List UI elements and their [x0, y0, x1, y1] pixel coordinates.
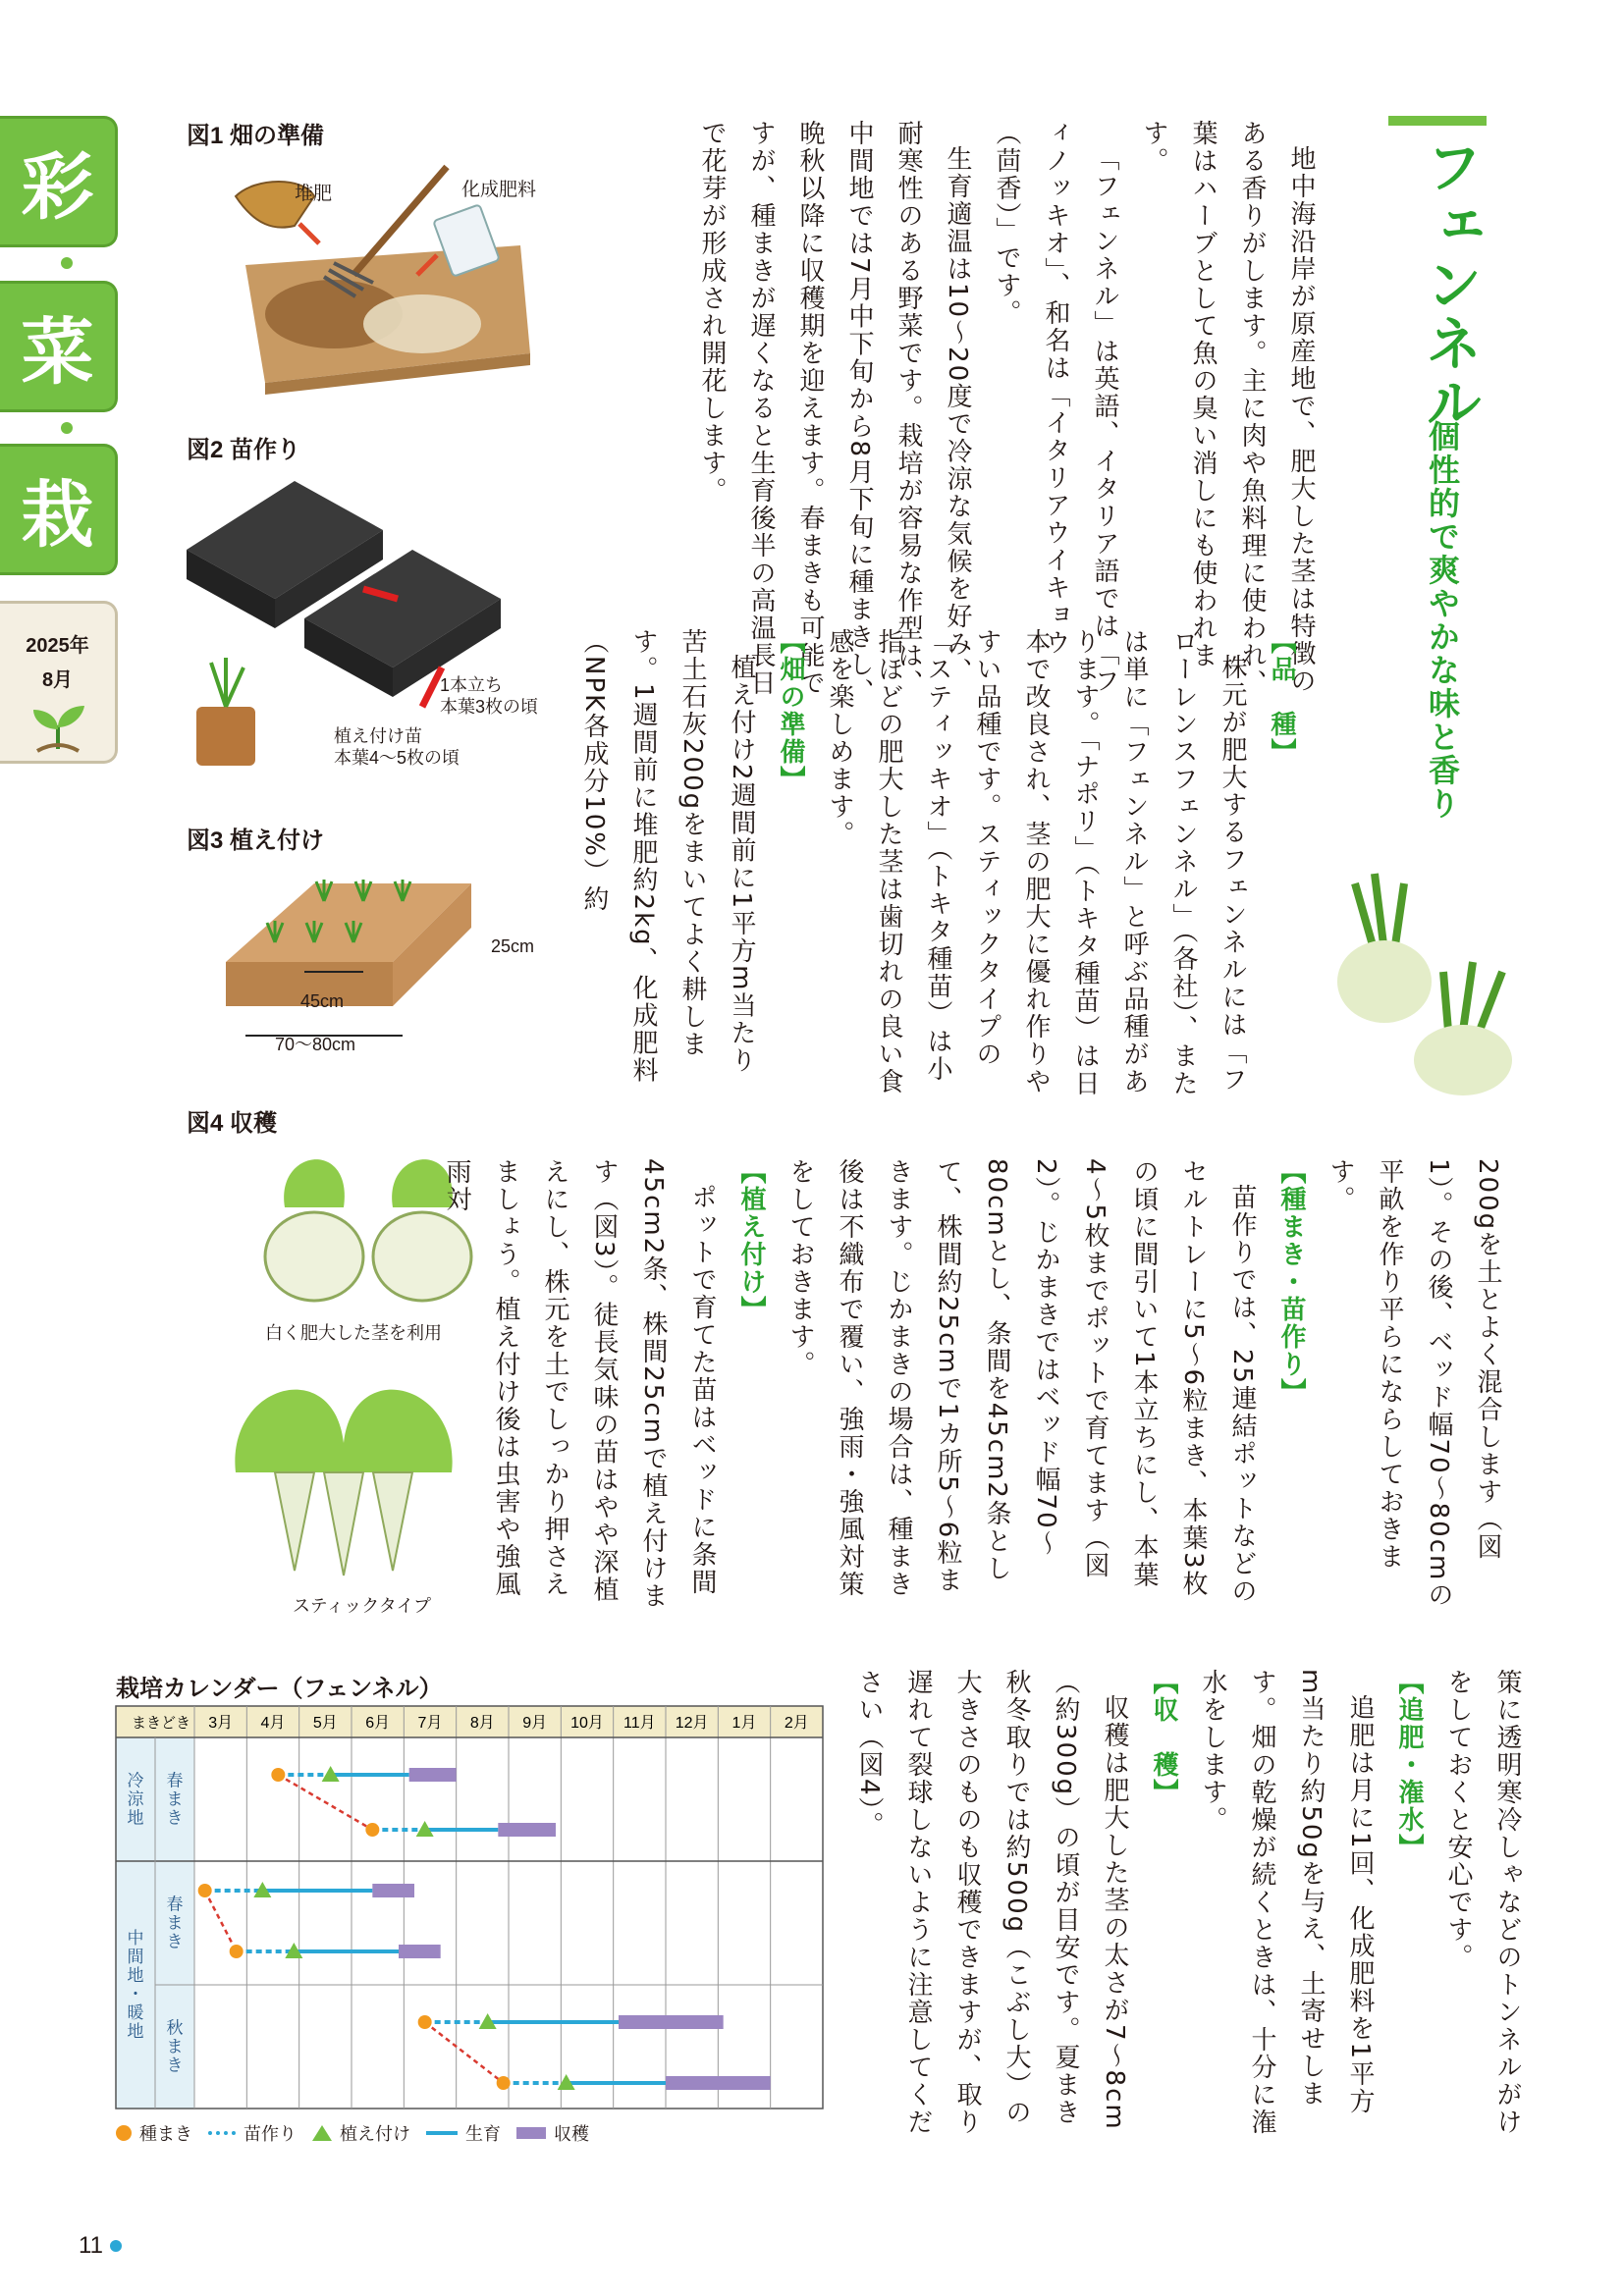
fig2-label-plant2: 本葉4〜5枚の頃: [334, 748, 460, 768]
calendar-month-label: 9月: [522, 1715, 548, 1732]
calendar-month-label: 12月: [675, 1715, 709, 1732]
heading-variety: 【品 種】: [1267, 628, 1296, 766]
tab-label: 栽: [21, 473, 94, 558]
calendar-harvest-bar: [372, 1884, 414, 1897]
paragraph: ポットで育てた苗はベッドに条間45cm2条、株間25cmで植え付けます（図3）。徒長気味の苗はやや深植えにし、株元を土でしっかり押さえましょう。植え付け後は虫害や強風雨対: [442, 1158, 717, 1610]
fig3-dim-height: 25cm: [491, 936, 535, 956]
calendar-row-label: ま: [166, 2037, 184, 2056]
paragraph: 生育適温は10〜20度で冷涼な気候を好み、耐寒性のある野菜です。栽培が容易な作型は、中間地では7月中下旬から8月下旬に種まきし、晩秋以降に収穫期を迎えます。春まきも可能ですが、種まきが遅くなると生育後半の高温長日で花芽が形成され開花します。: [697, 120, 972, 707]
fennel-bulb-photo: [1326, 864, 1522, 1099]
fig2-label-thin: 1本立ち: [440, 675, 504, 695]
calendar-month-label: 5月: [312, 1715, 338, 1732]
calendar-month-label: 7月: [417, 1715, 443, 1732]
fig4-caption-stick: スティックタイプ: [293, 1596, 431, 1616]
calendar-legend: [116, 2120, 589, 2146]
paragraph: 苗作りでは、25連結ポットなどのセルトレーに5〜6粒まき、本葉3枚の頃に間引いて1本立ちにし、本葉4〜5枚までポットで育てます（図2）。じかまきではベッド幅70〜80cmとし、条間を45cm2条として、株間約25cmで1カ所5〜6粒まきます。じかまきの場合は、種まき後は不織布で覆い、強雨・強風対策をしておきます。: [785, 1158, 1257, 1606]
calendar-month-label: 6月: [365, 1715, 391, 1732]
fig3-dim-row: 45cm: [300, 991, 345, 1011]
legend-harvest: 収穫: [554, 2124, 589, 2144]
calendar-harvest-bar: [666, 2076, 771, 2090]
legend-plant-icon: [312, 2125, 332, 2141]
calendar-month-label: 10月: [570, 1715, 604, 1732]
calendar-region-label: 間: [127, 1948, 144, 1967]
tab-dot: [61, 257, 73, 269]
paragraph: 株元が肥大するフェンネルには「フローレンスフェンネル」（各社）、または単に「フェンネル」と呼ぶ品種があります。「ナポリ」（トキタ種苗）は日本で改良され、茎の肥大に優れ作りやすい品種です。スティックタイプの「スティッキオ」（トキタ種苗）は小指ほどの肥大した茎は歯切れの良い食感を楽しめます。: [825, 628, 1247, 1097]
calendar-region-label: 地: [127, 1966, 144, 1986]
tab-label: 彩: [21, 145, 94, 230]
calendar-region-label: 冷: [127, 1771, 144, 1790]
body-column-intro: [697, 120, 1326, 709]
paragraph: 収穫は肥大した茎の太さが7〜8cm（約300g）の頃が目安です。夏まき秋冬取りでは約500g（こぶし大）の大きさのものも収穫できますが、取り遅れて裂球しないように注意してください（図4）。: [854, 1669, 1129, 2136]
fig3-dim-bed: 70〜80cm: [275, 1035, 356, 1054]
title-accent-bar: [1388, 116, 1487, 126]
calendar-sow-marker: [271, 1768, 285, 1782]
planting-bed-illustration: [216, 844, 511, 1060]
heading-seedling: 【種まき・苗作り】: [1276, 1158, 1306, 1406]
paragraph: 200gを土とよく混合します（図1）。その後、ベッド幅70〜80cmの平畝を作り平らにならしておきます。: [1326, 1158, 1502, 1610]
calendar-harvest-bar: [619, 2015, 724, 2029]
fig2-title: 図2 苗作り: [187, 437, 301, 463]
body-column-intro-cont: [609, 120, 1031, 709]
legend-seedling-icon: [208, 2131, 236, 2135]
tab-na: [0, 281, 118, 412]
fig3-title: 図3 植え付け: [187, 828, 325, 854]
fig2-label-plant: 植え付け苗: [334, 726, 422, 746]
calendar-sow-marker: [230, 1945, 244, 1958]
heading-fertilizer: 【追肥・潅水】: [1394, 1669, 1424, 1861]
tab-sai: [0, 116, 118, 247]
issue-year: 2025年: [26, 635, 89, 657]
legend-sow: 種まき: [139, 2124, 192, 2144]
calendar-harvest-bar: [498, 1823, 556, 1837]
issue-date-tab: [0, 601, 118, 764]
calendar-sow-marker: [418, 2015, 432, 2029]
paragraph: 追肥は月に1回、化成肥料を1平方m当たり約50gを与え、土寄せします。畑の乾燥が続くときは、十分に潅水をします。: [1198, 1669, 1375, 2136]
calendar-region-label: 涼: [127, 1789, 144, 1809]
body-column-variety: [579, 628, 1306, 1099]
legend-grow-icon: [426, 2131, 458, 2135]
page-number-dot: [110, 2240, 122, 2252]
fig1-title: 図1 畑の準備: [187, 123, 325, 149]
calendar-month-label: 11月: [623, 1715, 656, 1732]
cultivation-calendar: [116, 1706, 823, 2109]
calendar-row-label: 秋: [166, 2018, 184, 2038]
issue-month: 8月: [41, 669, 74, 691]
calendar-row-label: 春: [166, 1771, 184, 1790]
legend-sow-icon: [116, 2125, 132, 2141]
legend-seedling: 苗作り: [244, 2124, 297, 2144]
heading-harvest: 【収 穫】: [1149, 1669, 1178, 1806]
calendar-harvest-bar: [399, 1945, 441, 1958]
calendar-region-label: ・: [127, 1985, 144, 2004]
heading-planting: 【植え付け】: [736, 1158, 766, 1323]
calendar-head-label: まきどき: [131, 1715, 191, 1732]
calendar-row-label: き: [166, 1808, 184, 1828]
paragraph: 策に透明寒冷しゃなどのトンネルがけをしておくと安心です。: [1443, 1669, 1522, 2136]
calendar-sow-window-link: [205, 1891, 237, 1951]
heading-field-prep: 【畑の準備】: [776, 628, 805, 793]
calendar-row-label: 春: [166, 1895, 184, 1914]
calendar-month-label: 4月: [260, 1715, 286, 1732]
calendar-harvest-bar: [409, 1768, 457, 1782]
paragraph: 「フェンネル」は英語、イタリア語では「フィノッキオ」、和名は「イタリアウイキョウ（茴香）」です。: [992, 120, 1119, 695]
calendar-sow-marker: [497, 2076, 511, 2090]
tab-label: 菜: [21, 310, 94, 395]
calendar-month-label: 3月: [208, 1715, 234, 1732]
calendar-sow-window-link: [425, 2022, 504, 2083]
calendar-month-label: 8月: [469, 1715, 495, 1732]
legend-grow: 生育: [465, 2124, 501, 2144]
calendar-sow-marker: [365, 1823, 379, 1837]
calendar-title: 栽培カレンダー（フェンネル）: [116, 1676, 443, 1702]
fig1-label-fertilizer: 化成肥料: [461, 180, 537, 200]
calendar-row-label: ま: [166, 1789, 184, 1809]
body-column-harvest: [844, 1669, 1532, 2140]
calendar-region-label: 地: [127, 2022, 144, 2042]
fig4-caption-bulb: 白く肥大した茎を利用: [265, 1323, 442, 1343]
calendar-region-label: 中: [127, 1929, 144, 1949]
fig1-label-compost: 堆肥: [295, 184, 333, 204]
calendar-frame: [116, 1706, 823, 2109]
paragraph: 植え付け2週間前に1平方m当たり苦土石灰200gをまいてよく耕します。1週間前に堆肥約2kg、化成肥料（NPK各成分10%）約: [579, 628, 756, 1085]
calendar-region-label: 暖: [127, 2003, 144, 2023]
tab-sai2: [0, 444, 118, 575]
tab-dot: [61, 422, 73, 434]
calendar-region-label: 地: [127, 1808, 144, 1828]
calendar-row-label: き: [166, 1932, 184, 1951]
sprout-icon: [24, 700, 92, 755]
calendar-sow-marker: [198, 1884, 212, 1897]
legend-harvest-icon: [516, 2127, 546, 2139]
calendar-month-label: 1月: [731, 1715, 757, 1732]
article-title: フェンネル: [1416, 137, 1483, 432]
fig4-title: 図4 収穫: [187, 1110, 278, 1137]
legend-plant: 植え付け: [340, 2124, 410, 2144]
calendar-row-label: き: [166, 2056, 184, 2075]
body-column-seedling: [442, 1158, 1512, 1620]
page-number: 11: [79, 2232, 103, 2259]
article-subtitle: 個性的で爽やかな味と香り: [1424, 420, 1461, 821]
calendar-row-label: ま: [166, 1913, 184, 1933]
calendar-sow-window-link: [278, 1775, 372, 1830]
fig2-label-thin2: 本葉3枚の頃: [440, 697, 539, 717]
calendar-month-label: 2月: [784, 1715, 809, 1732]
paragraph: 地中海沿岸が原産地で、肥大した茎は特徴のある香りがします。主に肉や魚料理に使われ、葉はハーブとして魚の臭い消しにも使われます。: [1139, 120, 1316, 697]
